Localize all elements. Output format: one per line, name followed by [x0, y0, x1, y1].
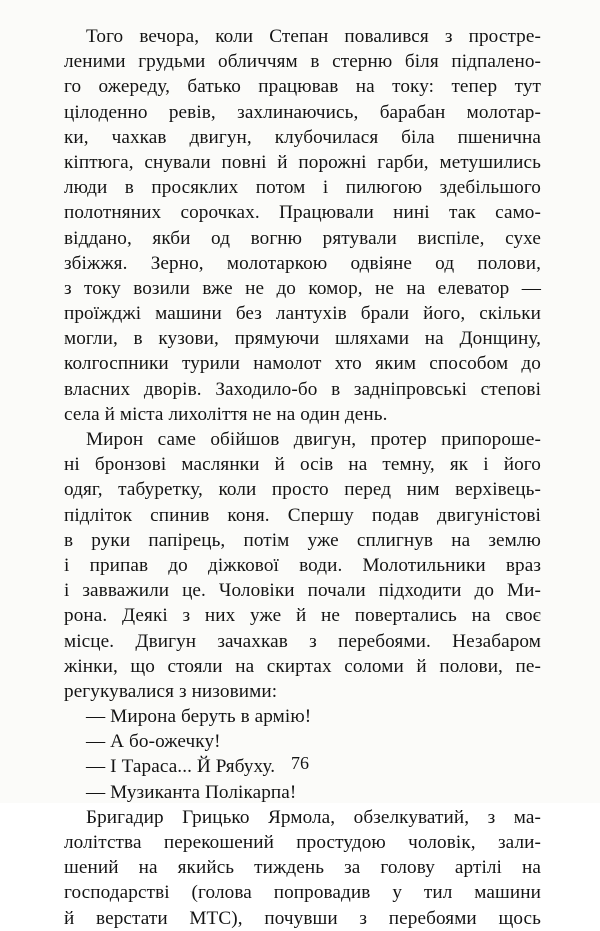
text-line: шений на якийсь тиждень за голову артілі на [64, 857, 541, 879]
text-line: підліток спинив коня. Спершу подав двигуністові [64, 504, 541, 526]
text-line: ки, чахкав двигун, клубочилася біла пшенична [64, 126, 541, 148]
text-line: збіжжя. Зерно, молотаркою одвіяне од полови, [64, 252, 541, 274]
text-line: Того вечора, коли Степан повалився з простре- [86, 26, 541, 47]
text-line: люди в просяклих потом і пилюгою здебільшого [64, 177, 541, 199]
text-line: кіптюга, снували повні й порожні гарби, метушились [64, 151, 541, 173]
text-line: лолітства перекошений простудою чоловік, зали- [64, 832, 541, 853]
text-line: могли, в кузови, прямуючи шляхами на Донщину, [64, 328, 541, 350]
text-line: ні бронзові маслянки й осів на темну, як і його [64, 454, 541, 476]
text-line: полотняних сорочках. Працювали нині так само- [64, 202, 541, 224]
text-line: в руки папірець, потім уже сплигнув на землю [64, 529, 541, 551]
dialogue-line: — Музиканта Полікарпа! [86, 781, 297, 803]
text-line: Мирон саме обійшов двигун, протер припороше- [86, 429, 541, 450]
text-line: колгоспники турили намолот хто яким способом до [64, 353, 541, 375]
text-line: леними грудьми обличчям в стерню біля підпалено- [64, 51, 541, 73]
text-line: одяг, табуретку, коли просто перед ним верхівець- [64, 479, 541, 501]
text-line: цілоденно ревів, захлинаючись, барабан молотар- [64, 101, 541, 123]
dialogue-line: — І Тараса... Й Рябуху. [86, 756, 276, 778]
text-line: рона. Деякі з них уже й не повертались на своє [64, 605, 541, 627]
text-line: жінки, що стояли на скиртах соломи й полови, пе- [64, 655, 541, 677]
dialogue-line: — А бо-ожечку! [86, 731, 221, 753]
text-line: віддано, якби од вогню рятували виспіле, сухе [64, 227, 541, 249]
text-line: господарстві (голова попровадив у тил машини [64, 882, 541, 904]
text-line: села й міста лихоліття не на один день. [64, 403, 388, 425]
text-line: го ожереду, батько працював на току: тепер тут [64, 76, 541, 98]
text-line: власних дворів. Заходило-бо в задніпровські степові [64, 378, 541, 400]
text-line: і завважили це. Чоловіки почали підходити до Ми- [64, 580, 541, 602]
text-line: регукувалися з низовими: [64, 680, 278, 702]
dialogue-line: — Мирона беруть в армію! [86, 706, 312, 728]
text-line: й верстати МТС), почувши з перебоями щось [64, 907, 541, 929]
body-text [64, 24, 541, 931]
page-number: 76 [291, 753, 309, 773]
text-line: Бригадир Грицько Ярмола, обзелкуватий, з ма- [86, 806, 541, 828]
text-line: і припав до діжкової води. Молотильники враз [64, 554, 541, 576]
text-line: з току возили вже не до комор, не на елеватор — [64, 277, 541, 299]
text-line: місце. Двигун зачахкав з перебоями. Незабаром [64, 630, 541, 652]
text-line: проїжджі машини без лантухів брали його, скільки [64, 303, 541, 325]
